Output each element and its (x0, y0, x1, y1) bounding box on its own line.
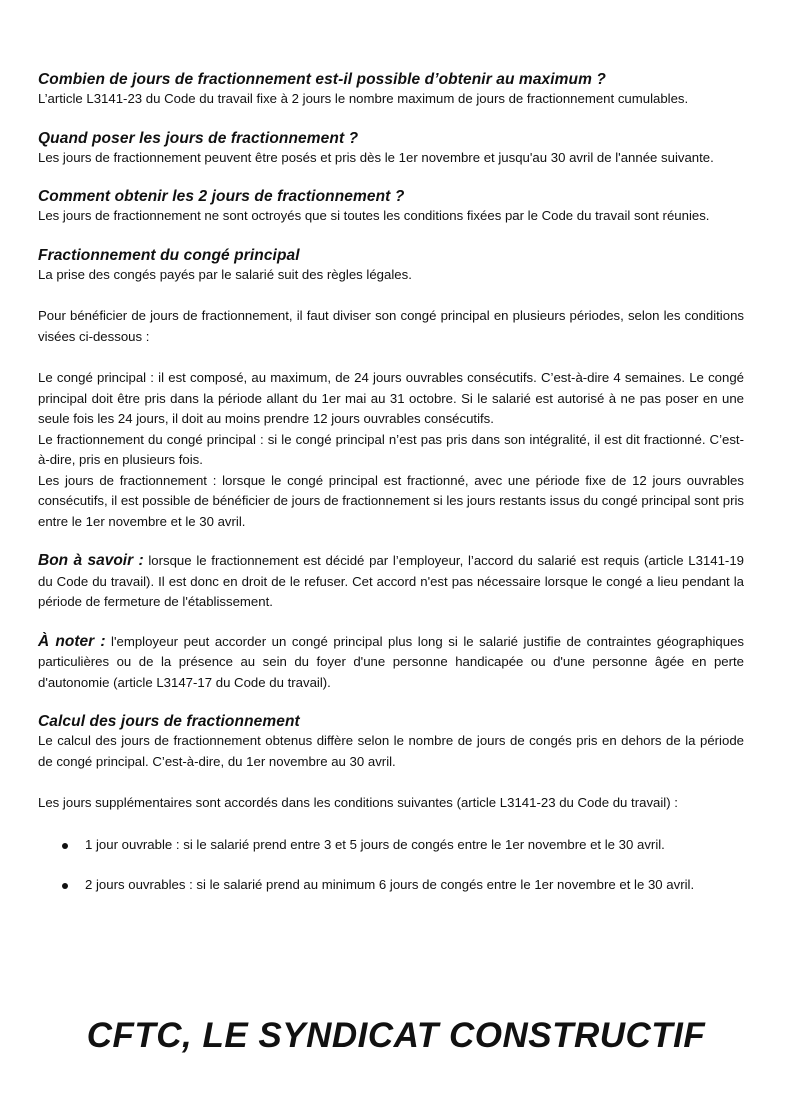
section-heading: Comment obtenir les 2 jours de fractionnement ? (38, 188, 405, 205)
list-item-text: 1 jour ouvrable : si le salarié prend entre 3 et 5 jours de congés entre le 1er novembre et le 30 avril. (85, 836, 665, 852)
section-paragraph: Les jours de fractionnement : lorsque le congé principal est fractionné, avec une période fixe de 12 jours ouvrables consécutifs, il est possible de bénéficier de jours de fractionnement si les jours restants issus du congé principal sont pris entre le 1er novembre et le 30 avril. (38, 472, 744, 529)
list-item (38, 835, 744, 856)
section-main-leave-split (38, 246, 744, 533)
note-text: l'employeur peut accorder un congé principal plus long si le salarié justifie de contraintes géographiques particulières ou de la présence au sein du foyer d'une personne handicapée ou d'une personne âgée en perte d'autonomie (article L3147-17 du Code du travail). (38, 633, 745, 690)
section-heading: Quand poser les jours de fractionnement ? (38, 129, 359, 147)
bullet-dot-icon (62, 883, 68, 889)
section-heading: Calcul des jours de fractionnement (38, 713, 300, 730)
section-paragraph: Les jours de fractionnement ne sont octroyés que si toutes les conditions fixées par le Code du travail sont réunies. (38, 208, 710, 223)
footer-slogan: CFTC, LE SYNDICAT CONSTRUCTIF (86, 1016, 706, 1055)
section-heading: Fractionnement du congé principal (38, 246, 300, 264)
note-good-to-know (38, 551, 744, 613)
section-paragraph: Le fractionnement du congé principal : si le congé principal n’est pas pris dans son intégralité, il est dit fractionné. C’est-à-dire, pris en plusieurs fois. (38, 431, 744, 467)
note-paragraph (38, 632, 744, 694)
section-paragraph: Les jours de fractionnement peuvent être posés et pris dès le 1er novembre et jusqu'au 30 avril de l'année suivante. (38, 149, 714, 165)
list-item (38, 875, 744, 896)
note-lead: Bon à savoir : (38, 552, 144, 569)
note-text: lorsque le fractionnement est décidé par l’employeur, l’accord du salarié est requis (article L3141-19 du Code du travail). Il est donc en droit de le refuser. Cet accord n'est pas nécessaire lorsque le congé a lieu pendant la période de fermeture de l'établissement. (38, 553, 744, 609)
section-paragraph: La prise des congés payés par le salarié suit des règles légales. (38, 266, 412, 282)
document-body (38, 70, 744, 916)
section-paragraph: Le congé principal : il est composé, au maximum, de 24 jours ouvrables consécutifs. C’est-à-dire 4 semaines. Le congé principal doit être pris dans la période allant du 1er mai au 31 octobre. Si le salarié est autorisé à ne pas poser en une seule fois les 24 jours, il doit au moins prendre 12 jours ouvrables consécutifs. (38, 370, 744, 426)
note-paragraph (38, 551, 744, 613)
section-max-days (38, 70, 744, 110)
section-calculation (38, 712, 744, 896)
section-when-to-take (38, 129, 744, 169)
section-paragraph: Les jours supplémentaires sont accordés dans les conditions suivantes (article L3141-23 du Code du travail) : (38, 795, 678, 810)
note-lead: À noter : (38, 632, 106, 650)
section-paragraph: L’article L3141-23 du Code du travail fixe à 2 jours le nombre maximum de jours de fractionnement cumulables. (38, 91, 689, 106)
note-to-note (38, 632, 744, 694)
bullet-dot-icon (62, 843, 68, 849)
section-paragraph: Pour bénéficier de jours de fractionnement, il faut diviser son congé principal en plusieurs périodes, selon les conditions visées ci-dessous : (38, 308, 744, 344)
section-heading: Combien de jours de fractionnement est-il possible d’obtenir au maximum ? (38, 71, 606, 88)
bullet-list (38, 835, 744, 896)
section-paragraph: Le calcul des jours de fractionnement obtenus diffère selon le nombre de jours de congés pris en dehors de la période de congé principal. C’est-à-dire, du 1er novembre au 30 avril. (38, 733, 744, 769)
list-item-text: 2 jours ouvrables : si le salarié prend au minimum 6 jours de congés entre le 1er novembre et le 30 avril. (85, 877, 695, 892)
section-how-to-obtain (38, 187, 744, 227)
